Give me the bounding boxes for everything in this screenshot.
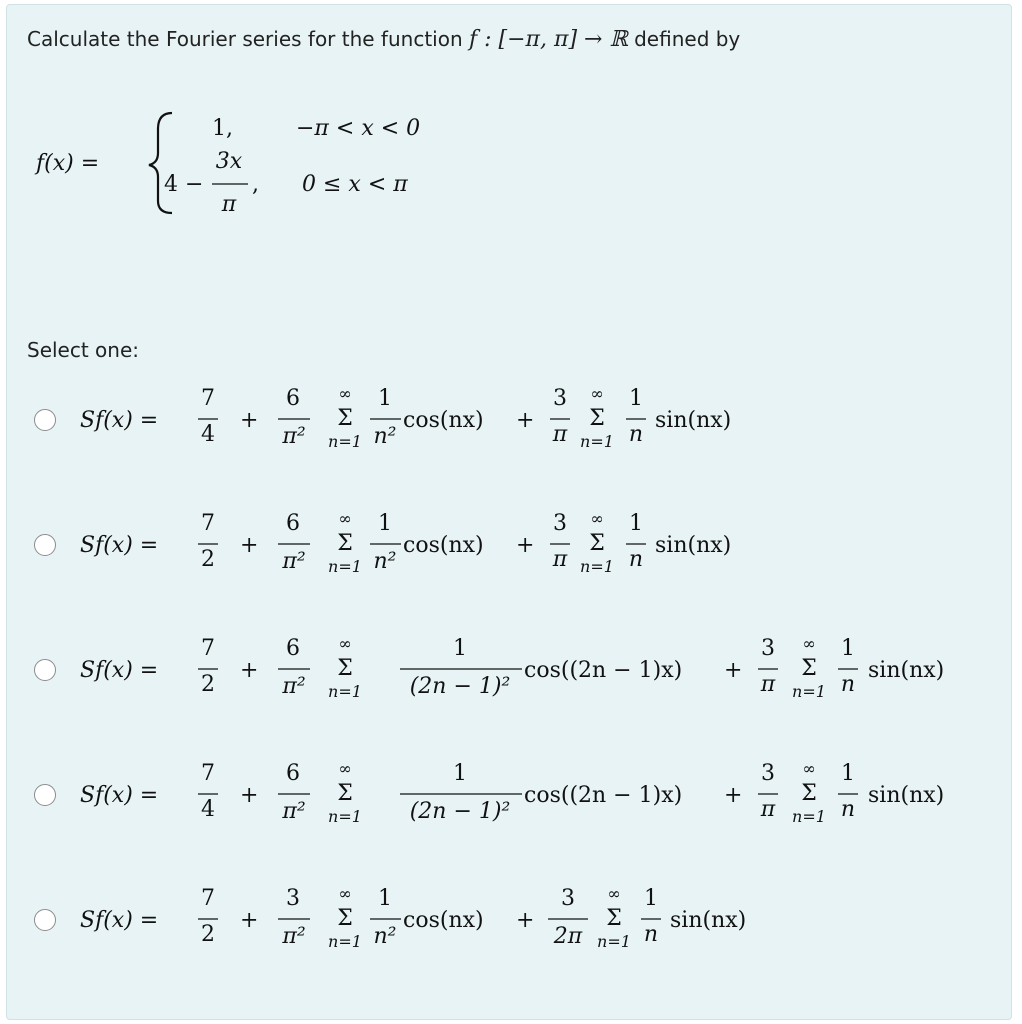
sum2-symbol: Σ — [606, 906, 622, 931]
inner-denominator: n² — [373, 924, 397, 949]
plus-2: + — [516, 533, 535, 558]
answer-option-5[interactable] — [28, 875, 1008, 985]
sum2-symbol: Σ — [801, 781, 817, 806]
sum-upper: ∞ — [338, 759, 352, 778]
inner-numerator: 1 — [453, 636, 467, 661]
sum2-lower: n=1 — [792, 682, 826, 701]
answer-option-4[interactable] — [28, 750, 1008, 860]
sin-term: sin(nx) — [868, 783, 945, 808]
c2-denominator: π — [552, 547, 568, 572]
sin-denominator: n — [840, 672, 856, 697]
sum-symbol: Σ — [337, 656, 353, 681]
piece1-value: 1, — [212, 116, 233, 141]
cos-term: cos(nx) — [403, 408, 484, 433]
plus-2: + — [724, 658, 743, 683]
sum-symbol: Σ — [337, 781, 353, 806]
inner-denominator: n² — [373, 549, 397, 574]
sin-term: sin(nx) — [670, 908, 747, 933]
piece2-prefix: 4 − — [164, 172, 204, 197]
sin-numerator: 1 — [629, 386, 643, 411]
sin-term: sin(nx) — [655, 533, 732, 558]
c2-numerator: 3 — [761, 761, 775, 786]
cos-term: cos((2n − 1)x) — [524, 783, 683, 808]
c2-numerator: 3 — [553, 511, 567, 536]
c2-numerator: 3 — [761, 636, 775, 661]
sum-upper: ∞ — [338, 509, 352, 528]
a0-denominator: 2 — [201, 672, 215, 697]
piecewise-svg — [14, 95, 534, 225]
c1-numerator: 3 — [286, 886, 300, 911]
cos-term: cos(nx) — [403, 908, 484, 933]
lhs: Sf(x) = — [80, 908, 159, 933]
sum2-lower: n=1 — [597, 932, 631, 951]
formula — [28, 750, 1008, 860]
answer-option-3[interactable] — [28, 625, 1008, 735]
sin-denominator: n — [643, 922, 659, 947]
c1-numerator: 6 — [286, 511, 300, 536]
sum2-upper: ∞ — [590, 509, 604, 528]
a0-numerator: 7 — [201, 636, 215, 661]
a0-denominator: 4 — [201, 797, 215, 822]
sum-symbol: Σ — [337, 906, 353, 931]
plus-1: + — [240, 908, 259, 933]
a0-denominator: 2 — [201, 922, 215, 947]
piece2-denominator: π — [221, 192, 237, 217]
inner-numerator: 1 — [378, 886, 392, 911]
sum-symbol: Σ — [337, 531, 353, 556]
sum2-lower: n=1 — [580, 432, 614, 451]
sin-numerator: 1 — [644, 886, 658, 911]
answer-option-1[interactable] — [28, 375, 1008, 485]
sum2-upper: ∞ — [802, 634, 816, 653]
c1-denominator: π² — [282, 549, 306, 574]
sin-numerator: 1 — [629, 511, 643, 536]
c1-numerator: 6 — [286, 386, 300, 411]
c2-denominator: π — [760, 797, 776, 822]
inner-numerator: 1 — [453, 761, 467, 786]
sum2-lower: n=1 — [792, 807, 826, 826]
sum-upper: ∞ — [338, 884, 352, 903]
answer-option-2[interactable] — [28, 500, 1008, 610]
sum2-upper: ∞ — [802, 759, 816, 778]
plus-1: + — [240, 533, 259, 558]
c1-denominator: π² — [282, 924, 306, 949]
piece2-numerator: 3x — [215, 149, 243, 174]
lhs: Sf(x) = — [80, 658, 159, 683]
domain-expression: f : [−π, π] → ℝ — [469, 27, 628, 52]
plus-1: + — [240, 783, 259, 808]
a0-numerator: 7 — [201, 386, 215, 411]
c2-denominator: 2π — [553, 924, 583, 949]
defined-by-text: defined by — [634, 27, 741, 51]
a0-denominator: 4 — [201, 422, 215, 447]
c2-denominator: π — [552, 422, 568, 447]
sum-lower: n=1 — [328, 432, 362, 451]
sin-term: sin(nx) — [868, 658, 945, 683]
c1-numerator: 6 — [286, 761, 300, 786]
piece2-comma: , — [252, 172, 259, 197]
question-intro — [27, 27, 740, 52]
a0-numerator: 7 — [201, 761, 215, 786]
sum2-upper: ∞ — [607, 884, 621, 903]
lhs: Sf(x) = — [80, 783, 159, 808]
inner-denominator: (2n − 1)² — [409, 674, 511, 699]
inner-denominator: n² — [373, 424, 397, 449]
sum-lower: n=1 — [328, 682, 362, 701]
sum-lower: n=1 — [328, 807, 362, 826]
left-brace — [149, 113, 172, 213]
sin-denominator: n — [840, 797, 856, 822]
c1-denominator: π² — [282, 424, 306, 449]
c2-numerator: 3 — [561, 886, 575, 911]
a0-numerator: 7 — [201, 511, 215, 536]
piece1-condition: −π < x < 0 — [296, 116, 421, 141]
formula — [28, 375, 1008, 485]
sum2-symbol: Σ — [801, 656, 817, 681]
plus-2: + — [724, 783, 743, 808]
plus-1: + — [240, 658, 259, 683]
intro-text: Calculate the Fourier series for the function — [27, 27, 463, 51]
a0-numerator: 7 — [201, 886, 215, 911]
plus-2: + — [516, 908, 535, 933]
lhs: Sf(x) = — [80, 533, 159, 558]
piecewise-definition — [14, 95, 534, 225]
c2-numerator: 3 — [553, 386, 567, 411]
inner-denominator: (2n − 1)² — [409, 799, 511, 824]
sin-denominator: n — [628, 547, 644, 572]
sum2-lower: n=1 — [580, 557, 614, 576]
sum-upper: ∞ — [338, 384, 352, 403]
formula — [28, 500, 1008, 610]
piece2-condition: 0 ≤ x < π — [302, 172, 408, 197]
sin-denominator: n — [628, 422, 644, 447]
sum2-upper: ∞ — [590, 384, 604, 403]
inner-numerator: 1 — [378, 511, 392, 536]
sum-lower: n=1 — [328, 557, 362, 576]
select-one-label: Select one: — [27, 338, 140, 362]
sum2-symbol: Σ — [589, 531, 605, 556]
cos-term: cos((2n − 1)x) — [524, 658, 683, 683]
c2-denominator: π — [760, 672, 776, 697]
sin-numerator: 1 — [841, 761, 855, 786]
sin-term: sin(nx) — [655, 408, 732, 433]
definition-lhs: f(x) = — [36, 151, 100, 176]
plus-1: + — [240, 408, 259, 433]
formula — [28, 625, 1008, 735]
c1-denominator: π² — [282, 799, 306, 824]
c1-denominator: π² — [282, 674, 306, 699]
cos-term: cos(nx) — [403, 533, 484, 558]
a0-denominator: 2 — [201, 547, 215, 572]
c1-numerator: 6 — [286, 636, 300, 661]
sum-upper: ∞ — [338, 634, 352, 653]
plus-2: + — [516, 408, 535, 433]
lhs: Sf(x) = — [80, 408, 159, 433]
sin-numerator: 1 — [841, 636, 855, 661]
sum-symbol: Σ — [337, 406, 353, 431]
sum-lower: n=1 — [328, 932, 362, 951]
sum2-symbol: Σ — [589, 406, 605, 431]
formula — [28, 875, 1008, 985]
inner-numerator: 1 — [378, 386, 392, 411]
